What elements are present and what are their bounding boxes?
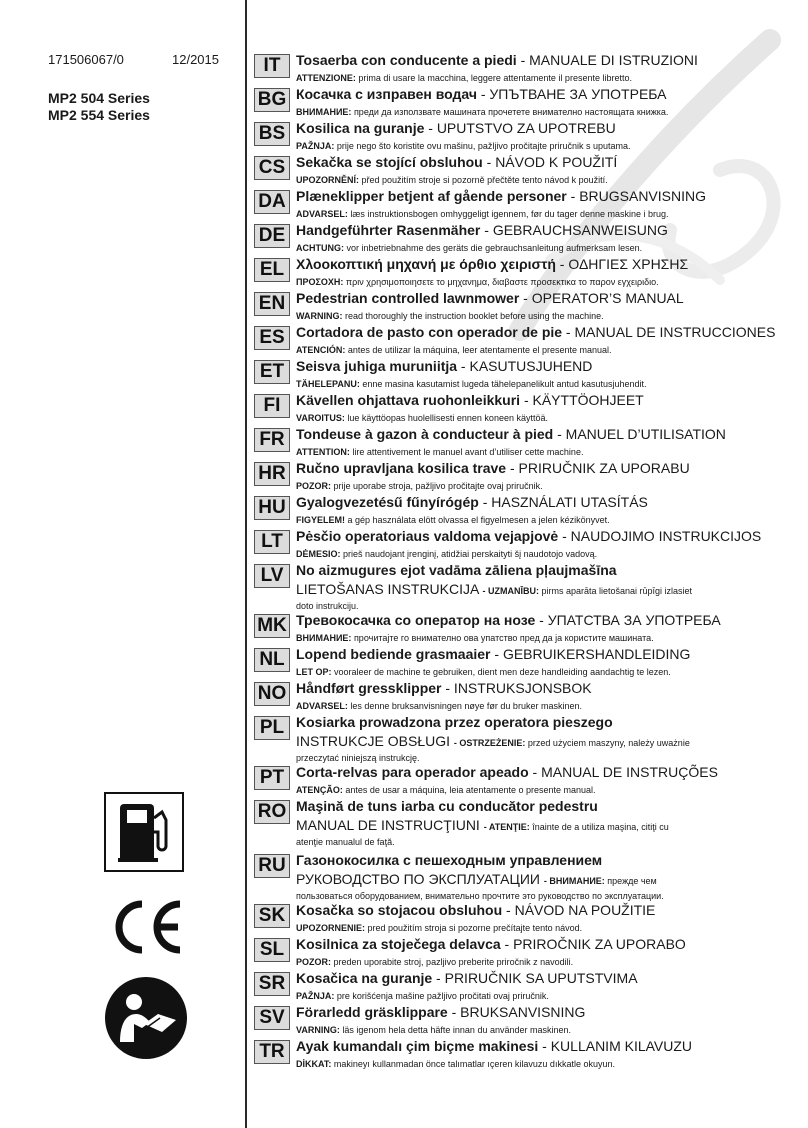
warning-label: ACHTUNG: xyxy=(296,243,347,253)
machine-title: Lopend bediende grasmaaier xyxy=(296,646,491,662)
machine-title: Håndført gressklipper xyxy=(296,680,442,696)
manual-title-line xyxy=(296,680,592,696)
warning-label: DĖMESIO: xyxy=(296,549,344,559)
model-name-2: MP2 554 Series xyxy=(48,107,150,123)
manual-name: - GEBRUIKERSHANDLEIDING xyxy=(490,646,691,662)
warning-text xyxy=(482,586,692,596)
language-code-badge: LT xyxy=(254,530,290,554)
manual-title-line xyxy=(296,714,613,730)
warning-line xyxy=(296,277,659,287)
warning-label: ATENÇÃO: xyxy=(296,785,346,795)
warning-line xyxy=(296,107,668,117)
warning-text xyxy=(544,876,657,886)
language-code-badge: FR xyxy=(254,428,290,452)
language-code-badge: SK xyxy=(254,904,290,928)
machine-title: Косачка с изправен водач xyxy=(296,86,477,102)
language-code-badge: DA xyxy=(254,190,290,214)
machine-title: Tondeuse à gazon à conducteur à pied xyxy=(296,426,554,442)
language-code-badge: PT xyxy=(254,766,290,790)
language-code-badge: NL xyxy=(254,648,290,672)
machine-title: Corta-relvas para operador apeado xyxy=(296,764,529,780)
language-code-badge: SL xyxy=(254,938,290,962)
machine-title: Kosilnica za stoječega delavca xyxy=(296,936,501,952)
language-code-badge: BG xyxy=(254,88,290,112)
warning-body: enne masina kasutamist lugeda tähelepanelikult antud kasutusjuhendit. xyxy=(362,379,647,389)
warning-continuation: пользоваться оборудованием, внимательно прочтите это руководство по эксплуатации. xyxy=(296,891,664,901)
manual-title-line xyxy=(296,612,721,628)
language-code-badge: EN xyxy=(254,292,290,316)
machine-title: Ayak kumandalı çim biçme makinesi xyxy=(296,1038,539,1054)
warning-label: - OSTRZEŻENIE: xyxy=(453,738,528,748)
warning-label: FIGYELEM! xyxy=(296,515,348,525)
manual-title-line xyxy=(296,852,602,868)
manual-title-line xyxy=(296,120,616,136)
language-code-badge: SR xyxy=(254,972,290,996)
model-name-1: MP2 504 Series xyxy=(48,90,150,106)
warning-body: les denne bruksanvisningen nøye før du bruker maskinen. xyxy=(350,701,582,711)
manual-title-line xyxy=(296,324,775,340)
warning-body: lue käyttöopas huolellisesti ennen koneen käyttöä. xyxy=(347,413,548,423)
manual-name: - NÁVOD NA POUŽITIE xyxy=(502,902,656,918)
document-date: 12/2015 xyxy=(172,52,219,67)
machine-title: Maşină de tuns iarba cu conducător pedestru xyxy=(296,798,598,814)
warning-body: preden uporabite stroj, pazljivo preberite priročnik z navodili. xyxy=(333,957,574,967)
manual-title-line xyxy=(296,528,761,544)
manual-title-line xyxy=(296,798,598,814)
manual-title-line xyxy=(296,764,718,780)
machine-title: Sekačka se stojící obsluhou xyxy=(296,154,483,170)
warning-label: ADVARSEL: xyxy=(296,209,351,219)
warning-body: lire attentivement le manuel avant d’utiliser cette machine. xyxy=(352,447,584,457)
manual-name: - MANUAL DE INSTRUÇÕES xyxy=(528,764,718,780)
manual-name: - ΟΔΗΓΙΕΣ ΧΡΗΣΗΣ xyxy=(555,256,689,272)
machine-title: Plæneklipper betjent af gående personer xyxy=(296,188,567,204)
warning-label: UPOZORNENIE: xyxy=(296,923,368,933)
manual-title-line xyxy=(296,562,617,578)
warning-body: læs instruktionsbogen omhyggeligt igennem, før du tager denne maskine i brug. xyxy=(350,209,669,219)
manual-title-line xyxy=(296,1038,692,1054)
warning-body: prije nego što koristite ovu mašinu, pažljivo pročitajte priručnik s uputama. xyxy=(336,141,631,151)
manual-name: - MANUEL D’UTILISATION xyxy=(553,426,726,442)
warning-label: DİKKAT: xyxy=(296,1059,334,1069)
language-code-badge: RO xyxy=(254,800,290,824)
warning-line xyxy=(296,379,647,389)
warning-line xyxy=(296,243,642,253)
warning-line xyxy=(296,701,582,711)
machine-title: Ručno upravljana kosilica trave xyxy=(296,460,507,476)
language-code-badge: PL xyxy=(254,716,290,740)
manual-title-line xyxy=(296,52,698,68)
manual-name: - PRIRUČNIK SA UPUTSTVIMA xyxy=(432,970,638,986)
warning-body: πριν χρησιμοποιησετε το μηχανημα, διαβαστε προσεκτικα το παρον εγχειριδιο. xyxy=(345,277,659,287)
warning-text xyxy=(484,822,669,832)
warning-line xyxy=(296,209,669,219)
manual-name: - MANUAL DE INSTRUCCIONES xyxy=(562,324,776,340)
warning-label: UPOZORNĚNÍ: xyxy=(296,175,362,185)
manual-title-line xyxy=(296,222,668,238)
language-code-badge: SV xyxy=(254,1006,290,1030)
machine-title: Cortadora de pasto con operador de pie xyxy=(296,324,563,340)
manual-title-line xyxy=(296,426,726,442)
warning-line xyxy=(296,785,596,795)
warning-continuation: atenţie manualul de faţă. xyxy=(296,837,395,847)
manual-name: - PRIRUČNIK ZA UPORABU xyxy=(506,460,690,476)
language-code-badge: TR xyxy=(254,1040,290,1064)
language-code-badge: NO xyxy=(254,682,290,706)
warning-body: prieš naudojant įrenginį, atidžiai perskaityti šį naudotojo vadovą. xyxy=(343,549,598,559)
machine-title: No aizmugures ejot vadāma zāliena pļaujmašīna xyxy=(296,562,617,578)
ce-mark-icon xyxy=(110,898,186,956)
machine-title: Handgeführter Rasenmäher xyxy=(296,222,481,238)
warning-body: pirms aparāta lietošanai rūpīgi izlasiet xyxy=(541,586,693,596)
manual-title-line xyxy=(296,290,684,306)
warning-body: przed użyciem maszyny, należy uważnie xyxy=(527,738,690,748)
warning-line xyxy=(296,413,548,423)
document-number: 171506067/0 xyxy=(48,52,124,67)
warning-body: înainte de a utiliza maşina, citiţi cu xyxy=(532,822,669,832)
manual-name: - KÄYTTÖOHJEET xyxy=(520,392,644,408)
warning-line xyxy=(296,1059,615,1069)
warning-line xyxy=(296,175,608,185)
manual-name: MANUAL DE INSTRUCŢIUNI xyxy=(296,817,484,833)
machine-title: Газонокосилка с пешеходным управлением xyxy=(296,852,603,868)
manual-title-line xyxy=(296,460,690,476)
language-code-badge: BS xyxy=(254,122,290,146)
warning-body: prije uporabe stroja, pažljivo pročitajte ovaj priručnik. xyxy=(333,481,543,491)
machine-title: Tosaerba con conducente a piedi xyxy=(296,52,517,68)
warning-label: ВНИМАНИЕ: xyxy=(296,633,354,643)
manual-name: - INSTRUKSJONSBOK xyxy=(441,680,592,696)
warning-line xyxy=(296,515,610,525)
language-code-badge: HR xyxy=(254,462,290,486)
warning-line xyxy=(296,667,671,677)
machine-title: Kosačka so stojacou obsluhou xyxy=(296,902,503,918)
warning-label: ADVARSEL: xyxy=(296,701,351,711)
warning-body: прочитајте го внимателно ова упатство пред да ја користите машината. xyxy=(353,633,654,643)
manual-name: - УПАТСТВА ЗА УПОТРЕБА xyxy=(535,612,721,628)
warning-label: VAROITUS: xyxy=(296,413,348,423)
warning-body: pred použitím stroja si pozorne prečítajte tento návod. xyxy=(367,923,583,933)
warning-label: TÄHELEPANU: xyxy=(296,379,363,389)
manual-name: - PRIROČNIK ZA UPORABO xyxy=(500,936,686,952)
fuel-pump-icon xyxy=(104,792,184,872)
language-code-badge: IT xyxy=(254,54,290,78)
warning-body: прежде чем xyxy=(607,876,657,886)
language-code-badge: EL xyxy=(254,258,290,282)
manual-name: - BRUGSANVISNING xyxy=(566,188,706,204)
manual-name: - OPERATOR’S MANUAL xyxy=(519,290,684,306)
warning-label: ATTENTION: xyxy=(296,447,353,457)
machine-title: Kävellen ohjattava ruohonleikkuri xyxy=(296,392,521,408)
warning-body: před použitím stroje si pozorně přečtěte tento návod k použití. xyxy=(361,175,608,185)
warning-body: pre korišćenja mašine pažljivo pročitati ovaj priručnik. xyxy=(336,991,549,1001)
warning-body: vor inbetriebnahme des geräts die gebrauchsanleitung aufmerksam lesen. xyxy=(346,243,643,253)
warning-line xyxy=(296,549,597,559)
manual-name: - NÁVOD K POUŽITÍ xyxy=(482,154,618,170)
warning-label: ΠΡΟΣΟΧΗ: xyxy=(296,277,346,287)
manual-title-line xyxy=(296,936,686,952)
manual-name: LIETOŠANAS INSTRUKCIJA xyxy=(296,581,483,597)
warning-label: - ATENŢIE: xyxy=(483,822,533,832)
manual-title-line xyxy=(296,188,706,204)
warning-line xyxy=(296,991,549,1001)
warning-continuation: przeczytać niniejszą instrukcję. xyxy=(296,753,420,763)
warning-body: преди да използвате машината прочетете внимателно настоящата книжка. xyxy=(353,107,669,117)
warning-label: LET OP: xyxy=(296,667,334,677)
warning-label: ATENCIÓN: xyxy=(296,345,348,355)
language-code-badge: LV xyxy=(254,564,290,588)
machine-title: Pėsčio operatoriaus valdoma vejapjovė xyxy=(296,528,559,544)
machine-title: Тревокосачка со оператор на нозе xyxy=(296,612,536,628)
warning-line xyxy=(296,481,543,491)
machine-title: Kosiarka prowadzona przez operatora pieszego xyxy=(296,714,613,730)
manual-title-line xyxy=(296,494,648,510)
manual-name: - УПЪТВАНЕ ЗА УПОТРЕБА xyxy=(476,86,667,102)
manual-name-line xyxy=(296,817,669,833)
warning-label: POZOR: xyxy=(296,957,334,967)
warning-label: PAŽNJA: xyxy=(296,991,337,1001)
manual-name: - NAUDOJIMO INSTRUKCIJOS xyxy=(558,528,762,544)
language-code-badge: MK xyxy=(254,614,290,638)
machine-title: Pedestrian controlled lawnmower xyxy=(296,290,520,306)
machine-title: Seisva juhiga muruniitja xyxy=(296,358,458,374)
warning-label: WARNING: xyxy=(296,311,345,321)
warning-line xyxy=(296,923,582,933)
warning-line xyxy=(296,345,612,355)
manual-name: РУКОВОДСТВО ПО ЭКСПЛУАТАЦИИ xyxy=(296,871,544,887)
manual-title-line xyxy=(296,646,690,662)
warning-line xyxy=(296,957,573,967)
machine-title: Kosilica na guranje xyxy=(296,120,425,136)
language-code-badge: ET xyxy=(254,360,290,384)
manual-name-line xyxy=(296,733,690,749)
language-code-badge: ES xyxy=(254,326,290,350)
warning-body: read thoroughly the instruction booklet before using the machine. xyxy=(345,311,604,321)
machine-title: Kosačica na guranje xyxy=(296,970,433,986)
warning-line xyxy=(296,633,654,643)
warning-body: läs igenom hela detta häfte innan du använder maskinen. xyxy=(342,1025,571,1035)
machine-title: Förarledd gräsklippare xyxy=(296,1004,448,1020)
manual-name: - HASZNÁLATI UTASÍTÁS xyxy=(478,494,648,510)
warning-body: makineyı kullanmadan önce talımatlar ıçeren kilavuzu dıkkatle okuyun. xyxy=(333,1059,615,1069)
manual-name-line xyxy=(296,581,692,597)
warning-label: - UZMANĪBU: xyxy=(482,586,542,596)
warning-body: antes de usar a máquina, leia atentamente o presente manual. xyxy=(345,785,596,795)
warning-continuation: doto instrukciju. xyxy=(296,601,359,611)
manual-name: INSTRUKCJE OBSŁUGI xyxy=(296,733,454,749)
warning-label: POZOR: xyxy=(296,481,334,491)
warning-line xyxy=(296,141,630,151)
manual-title-line xyxy=(296,970,638,986)
manual-name: - BRUKSANVISNING xyxy=(447,1004,586,1020)
manual-name: - GEBRAUCHSANWEISUNG xyxy=(480,222,668,238)
warning-line xyxy=(296,73,632,83)
warning-line xyxy=(296,311,604,321)
warning-line xyxy=(296,447,583,457)
language-code-badge: CS xyxy=(254,156,290,180)
manual-title-line xyxy=(296,358,592,374)
read-manual-icon xyxy=(104,976,188,1060)
language-code-badge: FI xyxy=(254,394,290,418)
vertical-divider xyxy=(245,0,247,1128)
language-code-badge: HU xyxy=(254,496,290,520)
machine-title: Χλοοκοπτική μηχανή με όρθιο χειριστή xyxy=(296,256,556,272)
language-code-badge: RU xyxy=(254,854,290,878)
warning-label: ВНИМАНИЕ: xyxy=(296,107,354,117)
machine-title: Gyalogvezetésű fűnyírógép xyxy=(296,494,479,510)
manual-title-line xyxy=(296,392,644,408)
language-code-badge: DE xyxy=(254,224,290,248)
warning-body: vooraleer de machine te gebruiken, dient men deze handleiding aandachtig te lezen. xyxy=(334,667,671,677)
manual-title-line xyxy=(296,1004,585,1020)
manual-name: - MANUALE DI ISTRUZIONI xyxy=(516,52,698,68)
warning-body: a gép használata elött olvassa el figyelmesen a jelen kézikönyvet. xyxy=(347,515,610,525)
manual-name: - KASUTUSJUHEND xyxy=(457,358,593,374)
warning-label: PAŽNJA: xyxy=(296,141,337,151)
manual-name: - UPUTSTVO ZA UPOTREBU xyxy=(424,120,616,136)
warning-text xyxy=(454,738,690,748)
manual-title-line xyxy=(296,154,617,170)
warning-line xyxy=(296,1025,571,1035)
manual-title-line xyxy=(296,256,688,272)
manual-title-line xyxy=(296,902,655,918)
warning-body: antes de utilizar la máquina, leer atentamente el presente manual. xyxy=(347,345,612,355)
manual-name-line xyxy=(296,871,657,887)
warning-label: - ВНИМАНИЕ: xyxy=(543,876,608,886)
warning-body: prima di usare la macchina, leggere attentamente il presente libretto. xyxy=(358,73,632,83)
warning-label: VARNING: xyxy=(296,1025,343,1035)
manual-name: - KULLANIM KILAVUZU xyxy=(538,1038,693,1054)
warning-label: ATTENZIONE: xyxy=(296,73,359,83)
manual-title-line xyxy=(296,86,667,102)
